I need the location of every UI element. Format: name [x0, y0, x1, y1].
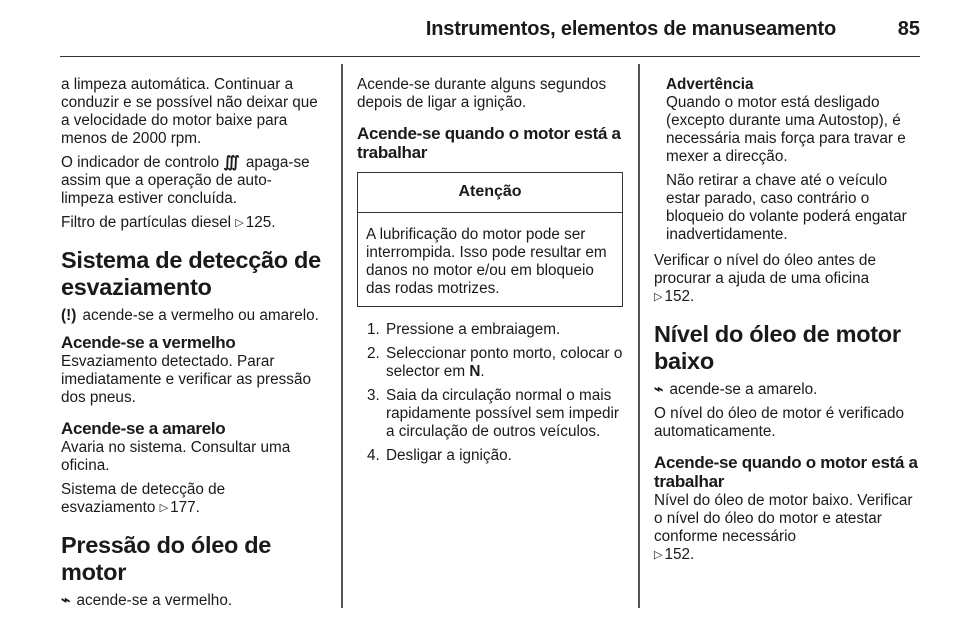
section-heading-tpms: Sistema de detecção de esvaziamento	[61, 247, 321, 300]
subheading-engine-running: Acende-se quando o motor está a trabalhar	[654, 453, 918, 491]
step-text: Desligar a ignição.	[386, 447, 512, 464]
page-reference[interactable]: ▷ 177.	[160, 499, 200, 516]
paragraph	[61, 592, 323, 610]
steps-list	[357, 321, 623, 465]
paragraph: Avaria no sistema. Consultar uma oficina.	[61, 439, 291, 474]
step-text: .	[480, 363, 485, 380]
section-heading-oil-pressure: Pressão do óleo de motor	[61, 532, 272, 585]
text: acende-se a amarelo.	[669, 381, 818, 398]
neutral-label: N	[469, 363, 481, 380]
list-item	[357, 447, 623, 465]
page-header	[60, 0, 920, 57]
paragraph	[61, 214, 323, 233]
paragraph: O nível do óleo de motor é verificado automaticamente.	[654, 405, 904, 440]
caution-box	[357, 172, 623, 307]
paragraph	[654, 492, 920, 565]
step-number: 2.	[367, 345, 380, 362]
column-divider	[638, 64, 640, 608]
paragraph	[61, 154, 323, 208]
column-divider	[341, 64, 343, 608]
subheading-engine-running: Acende-se quando o motor está a trabalhar	[357, 124, 621, 162]
text: Verificar o nível do óleo antes de procurar a ajuda de uma oficina	[654, 252, 876, 287]
warning-title: Advertência	[666, 76, 754, 93]
text: Nível do óleo de motor baixo. Verificar o nível do óleo do motor e atestar conforme necessário	[654, 492, 913, 545]
step-text: Saia da circulação normal o mais rapidamente possível sem impedir a circulação de outros veículos.	[386, 387, 619, 440]
list-item	[357, 387, 623, 441]
caution-title: Atenção	[358, 173, 622, 213]
paragraph: Não retirar a chave até o veículo estar parado, caso contrário o bloqueio do volante poderá engatar inadvertidamente.	[666, 172, 907, 243]
column-2	[357, 76, 623, 471]
oil-level-icon: ⌁	[654, 381, 664, 398]
text: apaga-se assim que a operação de auto-limpeza estiver concluída.	[61, 154, 310, 207]
paragraph	[61, 307, 323, 325]
caution-body: A lubrificação do motor pode ser interrompida. Isso pode resultar em danos no motor e/ou em bloqueio das rodas motrizes.	[366, 226, 607, 297]
tire-pressure-icon: (!)	[61, 307, 77, 324]
paragraph: Quando o motor está desligado (excepto durante uma Autostop), é necessária mais força para travar e mexer a direcção.	[666, 94, 906, 165]
diesel-filter-icon: ∭	[223, 154, 240, 171]
warning-block	[654, 76, 920, 244]
step-number: 3.	[367, 387, 380, 404]
list-item	[357, 321, 623, 339]
paragraph	[654, 252, 920, 307]
paragraph	[61, 481, 323, 518]
text: Sistema de detecção de esvaziamento	[61, 481, 226, 516]
step-text: Pressione a embraiagem.	[386, 321, 561, 338]
text: acende-se a vermelho.	[76, 592, 233, 609]
paragraph: Esvaziamento detectado. Parar imediatamente e verificar as pressão dos pneus.	[61, 353, 311, 406]
section-heading-low-oil: Nível do óleo de motor baixo	[654, 321, 901, 374]
subheading-red: Acende-se a vermelho	[61, 333, 236, 352]
oil-can-icon: ⌁	[61, 592, 71, 609]
step-text: Seleccionar ponto morto, colocar o selector em	[386, 345, 623, 380]
paragraph	[654, 381, 920, 399]
step-number: 4.	[367, 447, 380, 464]
text: O indicador de controlo	[61, 154, 220, 171]
paragraph: a limpeza automática. Continuar a conduzir e se possível não deixar que a velocidade do motor baixe para menos de 2000 rpm.	[61, 76, 318, 147]
step-number: 1.	[367, 321, 380, 338]
column-3	[654, 76, 920, 571]
paragraph: Acende-se durante alguns segundos depois de ligar a ignição.	[357, 76, 607, 111]
page-reference[interactable]: ▷ 125.	[235, 214, 275, 231]
header-title: Instrumentos, elementos de manuseamento	[425, 18, 836, 40]
page-reference[interactable]: ▷ 152.	[654, 546, 694, 563]
list-item	[357, 345, 623, 381]
column-1	[61, 76, 323, 616]
text: Filtro de partículas diesel	[61, 214, 232, 231]
text: acende-se a vermelho ou amarelo.	[82, 307, 319, 324]
page-reference[interactable]: ▷ 152.	[654, 288, 694, 305]
page-number: 85	[897, 18, 920, 40]
subheading-yellow: Acende-se a amarelo	[61, 419, 226, 438]
